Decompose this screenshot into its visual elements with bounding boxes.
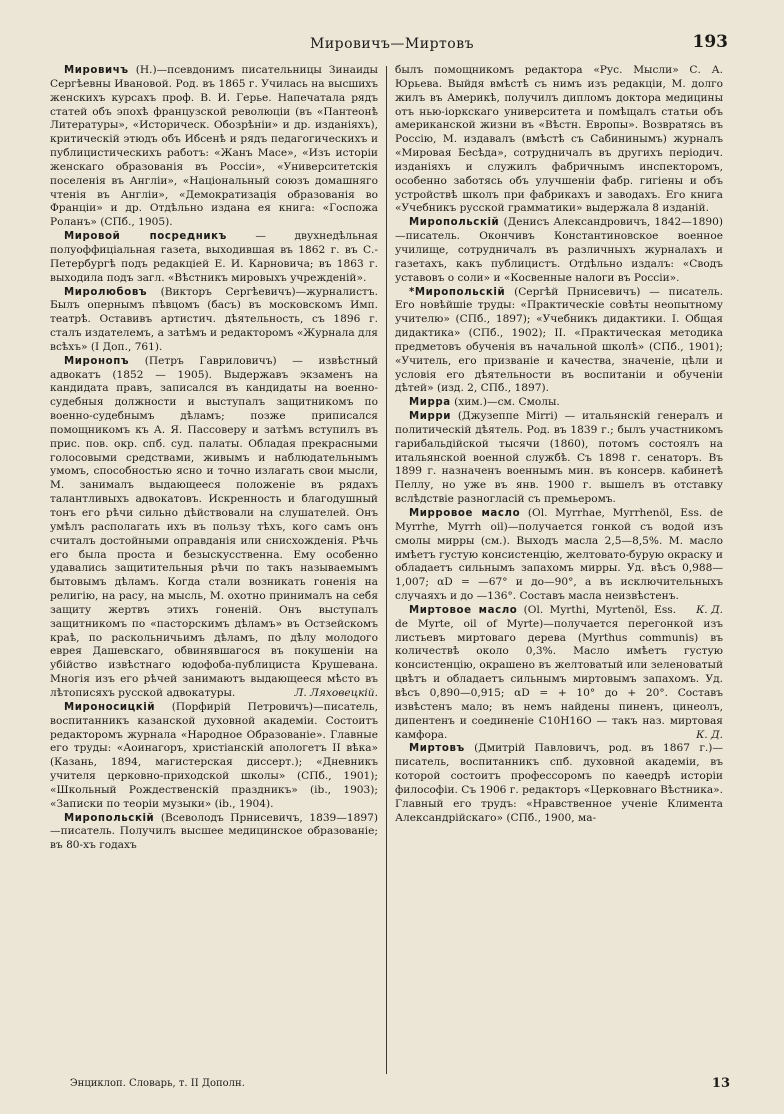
dictionary-entry (50, 64, 378, 230)
entry-headword: Миронопъ (64, 355, 130, 367)
entry-headword: *Миропольскій (409, 286, 506, 298)
dictionary-entry (50, 286, 378, 355)
entry-headword: Миртовое масло (409, 604, 518, 616)
dictionary-entry (50, 230, 378, 285)
dictionary-entry (395, 742, 723, 825)
right-column (387, 64, 723, 1074)
entry-headword: Мирра (409, 397, 451, 409)
entry-text: (Н.)—псевдонимъ писательницы Зинаиды Сергѣевны Ивановой. Род. въ 1865 г. Училась на высшихъ женскихъ курсахъ проф. В. И. Герье. Напечатала рядъ статей объ эпохѣ французской революціи (въ «Пантеонѣ Литературы», «Историческ. Обозрѣніи» и др. изданіяхъ), критическій этюдъ объ Ибсенѣ и рядъ педагогическихъ и публицистическихъ работъ: «Жанъ Масе», «Изъ исторіи женскаго образованія въ Россіи», «Университетскія поселенія въ Англіи», «Національный союзъ домашняго чтенія въ Англіи», «Демократизація образованія во Франціи» и др. Отдѣльно издана ея книга: «Госпожа Роланъ» (СПб., 1905). (50, 64, 378, 229)
dictionary-entry (395, 286, 723, 397)
entry-author: К. Д. (696, 603, 723, 616)
entry-text: (хим.)—см. Смолы. (454, 396, 560, 409)
entry-text: (Джузеппе Mirri) — итальянскій генералъ и политическій дѣятель. Род. въ 1839 г.; былъ участникомъ гарибальдійской тысячи (1860), потомъ состоялъ на итальянской военной службѣ. Съ 1898 г. сенаторъ. Въ 1899 г. назначенъ военнымъ мин. въ консерв. кабинетѣ Пеллу, но уже въ янв. 1900 г. вышелъ въ отставку вслѣдствіе разногласій съ премьеромъ. (395, 410, 723, 506)
entry-author: К. Д. (696, 728, 723, 741)
entry-text: (Петръ Гавриловичъ) — извѣстный адвокатъ (1852 — 1905). Выдержавъ экзаменъ на кандидата правъ, записался въ кандидаты на военно-судебныя должности и выступалъ защитникомъ по военно-судебнымъ дѣламъ; позже приписался помощникомъ къ А. Я. Пассоверу и затѣмъ вступилъ въ прис. пов. окр. спб. суд. палаты. Обладая прекрасными голосовыми средствами, живымъ и наблюдательнымъ умомъ, способностью ясно и точно излагать свои мысли, М. занималъ выдающееся положеніе въ рядахъ талантливыхъ адвокатовъ. Искренность и благодушный тонъ его рѣчи сильно дѣйствовали на слушателей. Онъ умѣлъ располагать ихъ въ пользу тѣхъ, кого самъ онъ считалъ достойными оправданія или снисхожденія. Рѣчь его была проста и безыскусственна. Ему особенно удавались защитительныя рѣчи по такъ называемымъ бытовымъ дѣламъ. Когда стали возникать гоненія на религію, на расу, на мысль, М. охотно принималъ на себя защиту жертвъ этихъ гоненій. Онъ выступалъ защитникомъ по «пасторскимъ дѣламъ» въ Остзейскомъ краѣ, по раскольничьимъ дѣламъ, по дѣлу молодого еврея Дашевскаго, обвинявшагося въ покушеніи на убійство извѣстнаго юдофоба-публициста Крушевана. Многія изъ его рѣчей занимаютъ выдающееся мѣсто въ лѣтописяхъ русской адвокатуры. (50, 354, 379, 699)
entry-headword: Мирри (409, 411, 451, 423)
sheet-number: 13 (711, 1076, 730, 1091)
entry-headword: Мироносицкій (64, 701, 156, 713)
running-title: Мировичъ—Миртовъ (309, 36, 475, 52)
footer-signature: Энциклоп. Словарь, т. II Дополн. (70, 1078, 245, 1089)
page-footer (70, 1078, 730, 1096)
dictionary-entry (395, 64, 723, 216)
dictionary-entry (395, 216, 723, 285)
dictionary-entry (395, 604, 723, 742)
entry-text: — двухнедѣльная полуоффиціальная газета, выходившая въ 1862 г. въ С.-Петербургѣ подъ редакціей Е. И. Карновича; въ 1863 г. выходила подъ загл. «Вѣстникъ мировыхъ учрежденій». (50, 230, 378, 284)
entry-text: былъ помощникомъ редактора «Рус. Мысли» С. А. Юрьева. Выйдя вмѣстѣ съ нимъ изъ редакціи, М. долго жилъ въ Америкѣ, получилъ дипломъ доктора медицины отъ нью-іоркскаго университета и помѣщалъ статьи объ американской жизни въ «Вѣстн. Европы». Возвратясь въ Россію, М. издавалъ (вмѣстѣ съ Сабининымъ) журналъ «Мировая Бесѣда», сотрудничалъ въ другихъ періодич. изданіяхъ и служилъ фабричнымъ инспекторомъ, особенно заботясь объ улучшеніи фабр. гигіены и объ устройствѣ школъ при фабрикахъ и заводахъ. Его книга «Учебникъ русской грамматики» выдержала 8 изданій. (395, 64, 723, 215)
entry-author: Л. Ляховецкій. (294, 686, 378, 699)
entry-text: (Всеволодъ Прнисевичъ, 1839—1897)—писатель. Получилъ высшее медицинское образованіе; въ 80-хъ годахъ (50, 811, 378, 852)
entry-text: (Денисъ Александровичъ, 1842—1890)—писатель. Окончивъ Константиновское военное училище, сотрудничалъ въ различныхъ журналахъ и газетахъ, какъ публицистъ. Отдѣльно издалъ: «Сводъ уставовъ о соли» и «Косвенные налоги въ Россіи». (395, 216, 723, 284)
entry-headword: Миролюбовъ (64, 286, 148, 298)
entry-text: (Дмитрій Павловичъ, род. въ 1867 г.)—писатель, воспитанникъ спб. духовной академіи, въ которой состоитъ профессоромъ по каѳедрѣ исторіи философіи. Съ 1906 г. редакторъ «Церковнаго Вѣстника». Главный его трудъ: «Нравственное ученіе Климента Александрійскаго» (СПб., 1900, ма- (395, 742, 723, 824)
entry-headword: Мировичъ (64, 65, 129, 76)
dictionary-entry (395, 410, 723, 507)
entry-text: (Порфирій Петровичъ)—писатель, воспитанникъ казанской духовной академіи. Состоитъ редакторомъ журнала «Народное Образованіе». Главные его труды: «Аоинагоръ, христіанскій апологетъ II вѣка» (Казань, 1894, магистерская диссерт.); «Дневникъ учителя церковно-приходской школы» (СПб., 1901); «Школьный Рождественскій праздникъ» (ib., 1903); «Записки по теоріи музыки» (ib., 1904). (50, 700, 379, 810)
entry-headword: Миропольскій (409, 217, 500, 229)
entry-text: (Ol. Myrthi, Myrtenöl, Ess. de Myrte, oil of Myrte)—получается перегонкой изъ листьевъ миртоваго дерева (Myrthus communis) въ количествѣ около 0,3%. Масло имѣетъ густую консистенцію, окрашено въ желтоватый или зеленоватый цвѣтъ и обладаетъ сильнымъ миртовымъ запахомъ. Уд. вѣсъ 0,890—0,915; αD = + 10° до + 20°. Составъ извѣстенъ мало; въ немъ найдены пиненъ, цинеолъ, дипентенъ и соединеніе C10H16O — такъ наз. миртовая камфора. (395, 603, 723, 741)
text-columns (50, 64, 744, 1074)
entry-headword: Мирровое масло (409, 508, 521, 519)
running-header (48, 32, 736, 56)
left-column (50, 64, 386, 1074)
dictionary-entry (50, 812, 378, 854)
entry-headword: Миртовъ (409, 743, 465, 755)
entry-headword: Миропольскій (64, 812, 155, 824)
dictionary-entry (50, 355, 378, 701)
dictionary-entry (50, 701, 378, 812)
page-number: 193 (692, 32, 728, 52)
entry-headword: Мировой посредникъ (64, 231, 227, 243)
dictionary-entry (395, 396, 723, 410)
entry-text: (Викторъ Сергѣевичъ)—журналистъ. Былъ опернымъ пѣвцомъ (басъ) въ московскомъ Имп. театрѣ. Оставивъ артистич. дѣятельность, съ 1896 г. сталъ издателемъ, а затѣмъ и редакторомъ «Журнала для всѣхъ» (I Доп., 761). (50, 285, 379, 353)
entry-text: (Сергѣй Прнисевичъ) — писатель. Его новѣйшіе труды: «Практическіе совѣты неопытному учителю» (СПб., 1897); «Учебникъ дидактики. I. Общая дидактика» (СПб., 1902); II. «Практическая методика предметовъ обученія въ начальной школѣ» (СПб., 1901); «Учитель, его призваніе и качества, значеніе, цѣли и условія его дѣятельности въ воспитаніи и обученіи дѣтей» (изд. 2, СПб., 1897). (395, 285, 723, 395)
entry-text: (Ol. Myrrhae, Myrrhenöl, Ess. de Myrrhe, Myrrh oil)—получается гонкой съ водой изъ смолы мирры (см.). Выходъ масла 2,5—8,5%. М. масло имѣетъ густую консистенцію, желтовато-бурую окраску и обладаетъ сильнымъ запахомъ мирры. Уд. вѣсъ 0,988—1,007; αD = —67° и до—90°, а въ исключительныхъ случаяхъ и до —136°. Составъ масла неизвѣстенъ. (395, 507, 723, 603)
